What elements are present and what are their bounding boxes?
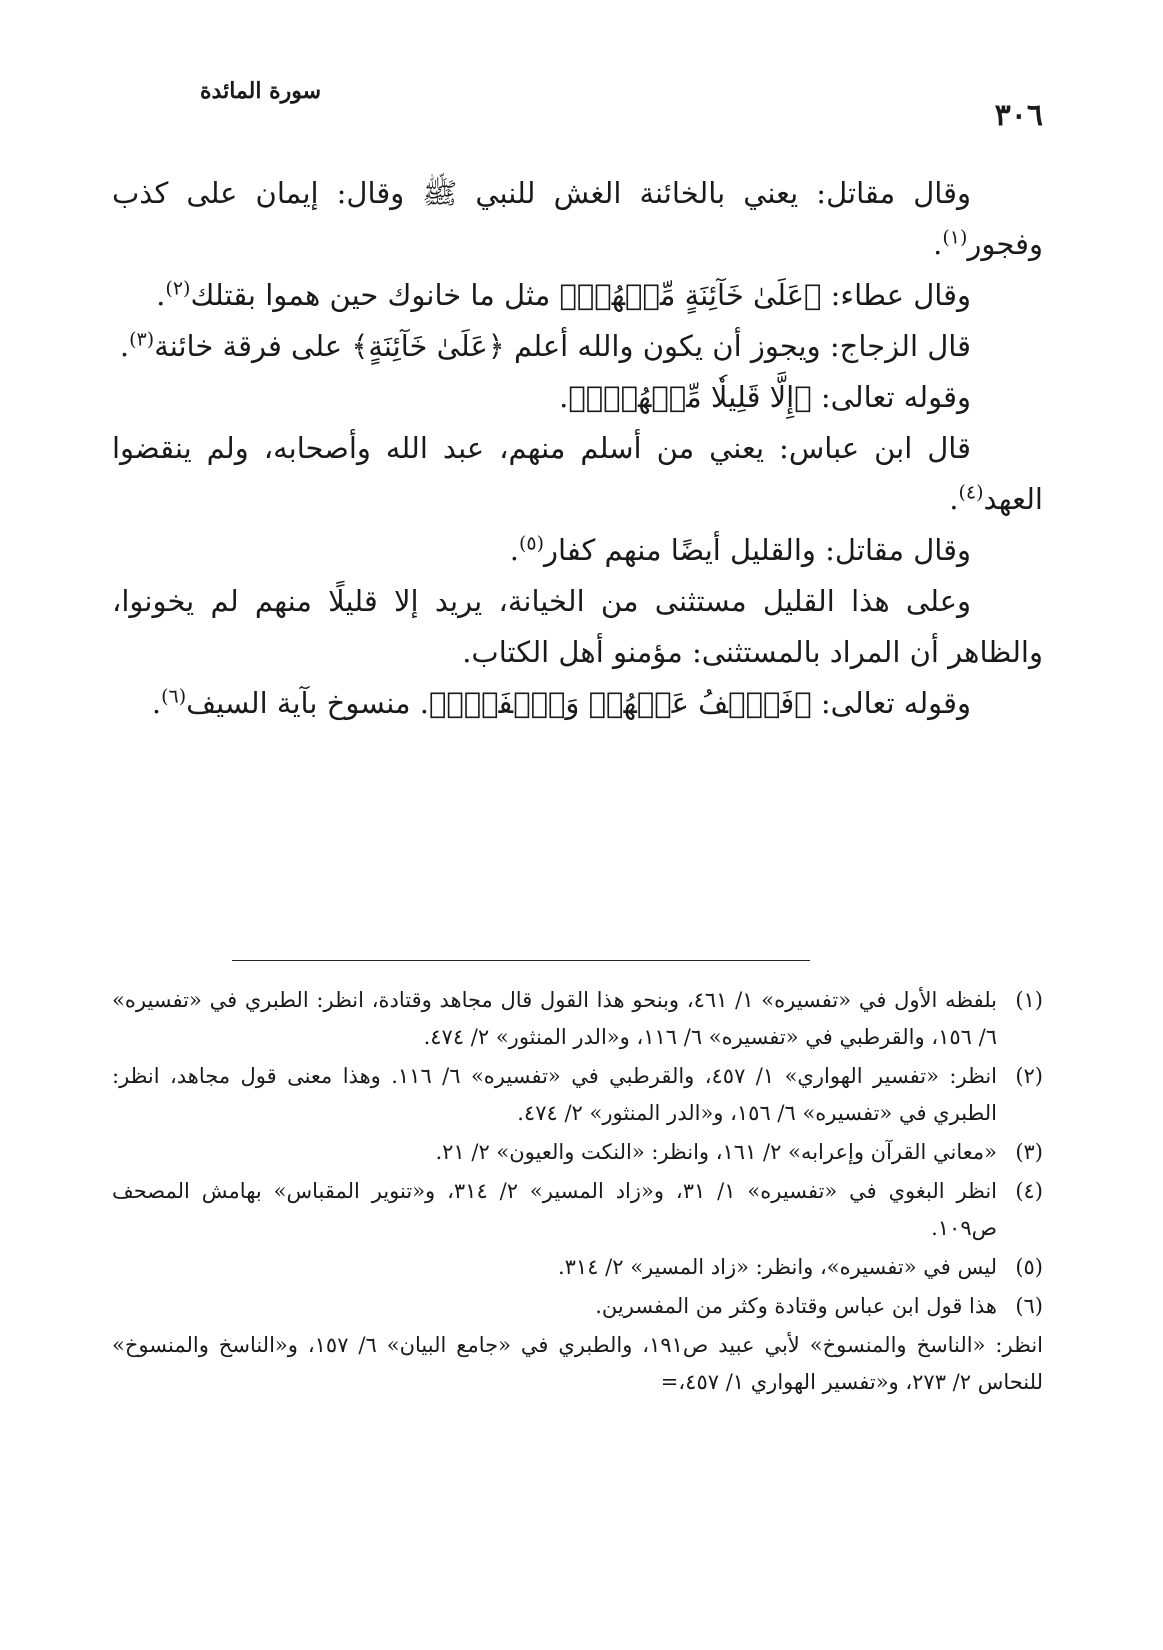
paragraph: وعلى هذا القليل مستثنى من الخيانة، يريد إلا قليلًا منهم لم يخونوا، والظاهر أن المراد بالمستثنى: مؤمنو أهل الكتاب. (112, 584, 1043, 669)
footnote-text: بلفظه الأول في «تفسيره» ١/ ٤٦١، وبنحو هذا القول قال مجاهد وقتادة، انظر: الطبري في «تفسيره» ٦/ ١٥٦، والقرطبي في «تفسيره» ٦/ ١١٦، و«الدر المنثور» ٢/ ٤٧٤. (112, 988, 997, 1049)
footnote-ref: (٥) (518, 532, 545, 555)
page-header (200, 78, 1043, 138)
footnote-ref: (٦) (161, 685, 187, 708)
paragraph: وقال عطاء: ﴿عَلَىٰ خَآئِنَةٍ مِّنۡهُمۡ﴾ مثل ما خانوك حين هموا بقتلك$^{(٢)}$. (156, 277, 971, 312)
footnote (112, 1288, 1043, 1325)
footnote (112, 1173, 1043, 1247)
footnote-text: «معاني القرآن وإعرابه» ٢/ ١٦١، وانظر: «النكت والعيون» ٢/ ٢١. (435, 1140, 997, 1164)
footnote-text: انظر البغوي في «تفسيره» ١/ ٣١، و«زاد المسير» ٢/ ٣١٤، و«تنوير المقباس» بهامش المصحف ص١٠٩. (112, 1179, 997, 1240)
paragraph: قال ابن عباس: يعني من أسلم منهم، عبد الله وأصحابه، ولم ينقضوا العهد$^{(٤)}$. (112, 431, 1043, 516)
footnote-number: (٤) (1015, 1179, 1043, 1203)
footnote-number: (٣) (1015, 1140, 1043, 1164)
footnote-number: (١) (1015, 988, 1043, 1012)
footnote (112, 1058, 1043, 1132)
paragraph: قال الزجاج: ويجوز أن يكون والله أعلم ﴿عَلَىٰ خَآئِنَةٍ﴾ على فرقة خائنة$^{(٣)}$. (119, 328, 971, 363)
footnote-ref: (٤) (958, 481, 984, 504)
paragraph: وقوله تعالى: ﴿فَٱعۡفُ عَنۡهُمۡ وَٱصۡفَحۡۚ﴾. منسوخ بآية السيف$^{(٦)}$. (151, 685, 971, 720)
footnote-number: (٦) (1015, 1294, 1043, 1318)
paragraph: وقال مقاتل: والقليل أيضًا منهم كفار$^{(٥)}$. (509, 532, 971, 567)
footnote-text: انظر: «تفسير الهواري» ١/ ٤٥٧، والقرطبي في «تفسيره» ٦/ ١١٦. وهذا معنى قول مجاهد، انظر: الطبري في «تفسيره» ٦/ ١٥٦، و«الدر المنثور» ٢/ ٤٧٤. (112, 1064, 997, 1125)
footnote (112, 1134, 1043, 1171)
footnote-ref: (١) (942, 226, 968, 249)
footnote-text: ليس في «تفسيره»، وانظر: «زاد المسير» ٢/ ٣١٤. (557, 1255, 997, 1279)
footnote-text: هذا قول ابن عباس وقتادة وكثر من المفسرين. (595, 1294, 997, 1318)
footnote-number: (٢) (1015, 1064, 1043, 1088)
footnote-separator (232, 960, 810, 961)
footnotes (112, 982, 1043, 1401)
paragraph: وقوله تعالى: ﴿إِلَّا قَلِيلٗا مِّنۡهُمۡۖ﴾. (559, 380, 971, 414)
footnote-continuation: انظر: «الناسخ والمنسوخ» لأبي عبيد ص١٩١، والطبري في «جامع البيان» ٦/ ١٥٧، و«الناسخ والمنسوخ» للنحاس ٢/ ٢٧٣، و«تفسير الهواري ١/ ٤٥٧،= (112, 1333, 1043, 1394)
footnote-ref: (٢) (165, 277, 191, 300)
footnote-number: (٥) (1015, 1255, 1043, 1279)
page-number: ٣٠٦ (994, 98, 1043, 133)
footnote (112, 982, 1043, 1056)
paragraph: وقال مقاتل: يعني بالخائنة الغش للنبي ﷺ وقال: إيمان على كذب وفجور$^{(١)}$. (112, 176, 1043, 261)
footnote (112, 1249, 1043, 1286)
main-text (112, 168, 1043, 729)
footnote-ref: (٣) (129, 328, 155, 351)
running-title: سورة المائدة (200, 78, 322, 104)
